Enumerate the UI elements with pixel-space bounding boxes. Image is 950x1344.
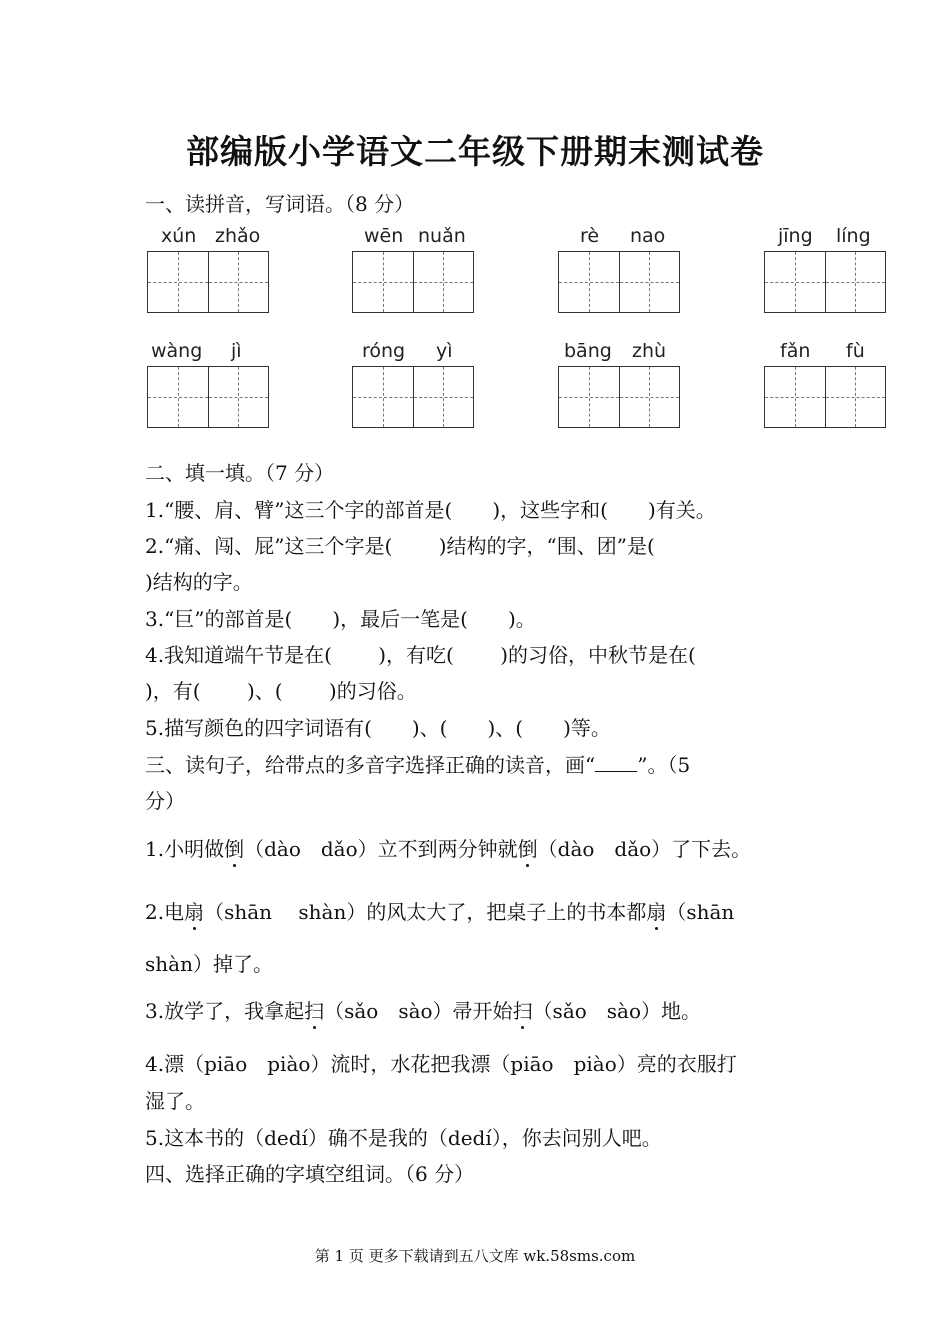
dotted-char: 扫: [304, 999, 325, 1023]
pinyin-syllable: róng: [362, 340, 406, 362]
pinyin-syllable: fù: [846, 340, 865, 362]
fill-question-4-cont: )，有( )、( )的习俗。: [145, 679, 417, 703]
polyphone-sentence-4-cont: 湿了。: [145, 1089, 205, 1113]
sentence-text: 1.小明做: [145, 837, 225, 861]
writing-grid[interactable]: [147, 366, 269, 428]
polyphone-sentence-2: [145, 898, 810, 926]
writing-grid[interactable]: [764, 251, 886, 313]
section4-heading: 四、选择正确的字填空组词。（6 分）: [145, 1162, 475, 1186]
fill-question-1: 1.“腰、肩、臂”这三个字的部首是( )，这些字和( )有关。: [145, 498, 716, 522]
polyphone-sentence-4: 4.漂（piāo piào）流时，水花把我漂（piāo piào）亮的衣服打: [145, 1052, 737, 1076]
polyphone-sentence-5: 5.这本书的（dedí）确不是我的（dedí），你去问别人吧。: [145, 1126, 662, 1150]
page-title: 部编版小学语文二年级下册期末测试卷: [186, 132, 764, 171]
pinyin-syllable: jīng: [778, 225, 813, 247]
pinyin-word-6: [352, 340, 476, 440]
fill-question-3: 3.“巨”的部首是( )，最后一笔是( )。: [145, 607, 536, 631]
section2-heading: 二、填一填。（7 分）: [145, 461, 335, 485]
pinyin-word-2: [352, 225, 476, 325]
polyphone-sentence-2-cont: shàn）掉了。: [145, 952, 273, 976]
writing-grid[interactable]: [147, 251, 269, 313]
pinyin-word-7: [558, 340, 682, 440]
polyphone-sentence-1: [145, 835, 810, 863]
pinyin-word-3: [558, 225, 682, 325]
pinyin-word-8: [764, 340, 888, 440]
dotted-char: 倒: [224, 837, 245, 861]
sentence-text: （dào dǎo）了下去。: [537, 837, 752, 861]
writing-grid[interactable]: [558, 366, 680, 428]
pinyin-word-5: [147, 340, 271, 440]
writing-grid[interactable]: [352, 251, 474, 313]
pinyin-syllable: wàng: [151, 340, 203, 362]
sentence-text: （dào dǎo）立不到两分钟就: [244, 837, 518, 861]
section3-heading-text: 三、读句子，给带点的多音字选择正确的读音，画“: [145, 753, 596, 777]
section3-heading-score: ”。（5: [637, 753, 691, 777]
dotted-char: 扇: [184, 900, 205, 924]
pinyin-word-1: [147, 225, 271, 325]
dotted-char: 扫: [512, 999, 533, 1023]
page-footer: 第 1 页 更多下载请到五八文库 wk.58sms.com: [314, 1247, 636, 1265]
fill-question-4: 4.我知道端午节是在( )，有吃( )的习俗，中秋节是在(: [145, 643, 696, 667]
pinyin-syllable: zhù: [632, 340, 667, 362]
dotted-char: 扇: [646, 900, 667, 924]
sentence-text: （sǎo sào）地。: [532, 999, 702, 1023]
pinyin-syllable: nuǎn: [418, 225, 466, 247]
section1-heading: 一、读拼音，写词语。（8 分）: [145, 192, 415, 216]
pinyin-syllable: nao: [630, 225, 666, 247]
pinyin-syllable: rè: [580, 225, 600, 247]
fill-question-2: 2.“痛、闯、屁”这三个字是( )结构的字，“围、团”是(: [145, 534, 655, 558]
writing-grid[interactable]: [352, 366, 474, 428]
pinyin-syllable: bāng: [564, 340, 612, 362]
sentence-text: （shān: [666, 900, 735, 924]
sentence-text: 3.放学了，我拿起: [145, 999, 305, 1023]
writing-grid[interactable]: [764, 366, 886, 428]
sentence-text: 2.电: [145, 900, 185, 924]
sentence-text: （sǎo sào）帚开始: [324, 999, 513, 1023]
fill-question-5: 5.描写颜色的四字词语有( )、( )、( )等。: [145, 716, 611, 740]
pinyin-syllable: xún: [161, 225, 197, 247]
pinyin-syllable: wēn: [364, 225, 404, 247]
pinyin-syllable: fǎn: [780, 340, 811, 362]
underline-mark: [595, 753, 637, 772]
pinyin-word-4: [764, 225, 888, 325]
dotted-char: 倒: [517, 837, 538, 861]
section3-heading-cont: 分）: [145, 789, 185, 813]
writing-grid[interactable]: [558, 251, 680, 313]
pinyin-syllable: líng: [836, 225, 871, 247]
fill-question-2-cont: )结构的字。: [145, 570, 253, 594]
pinyin-syllable: zhǎo: [215, 225, 261, 247]
pinyin-syllable: jì: [231, 340, 242, 362]
sentence-text: （shān shàn）的风太大了，把桌子上的书本都: [204, 900, 647, 924]
pinyin-syllable: yì: [436, 340, 453, 362]
polyphone-sentence-3: [145, 997, 810, 1025]
section3-heading: [145, 751, 810, 779]
